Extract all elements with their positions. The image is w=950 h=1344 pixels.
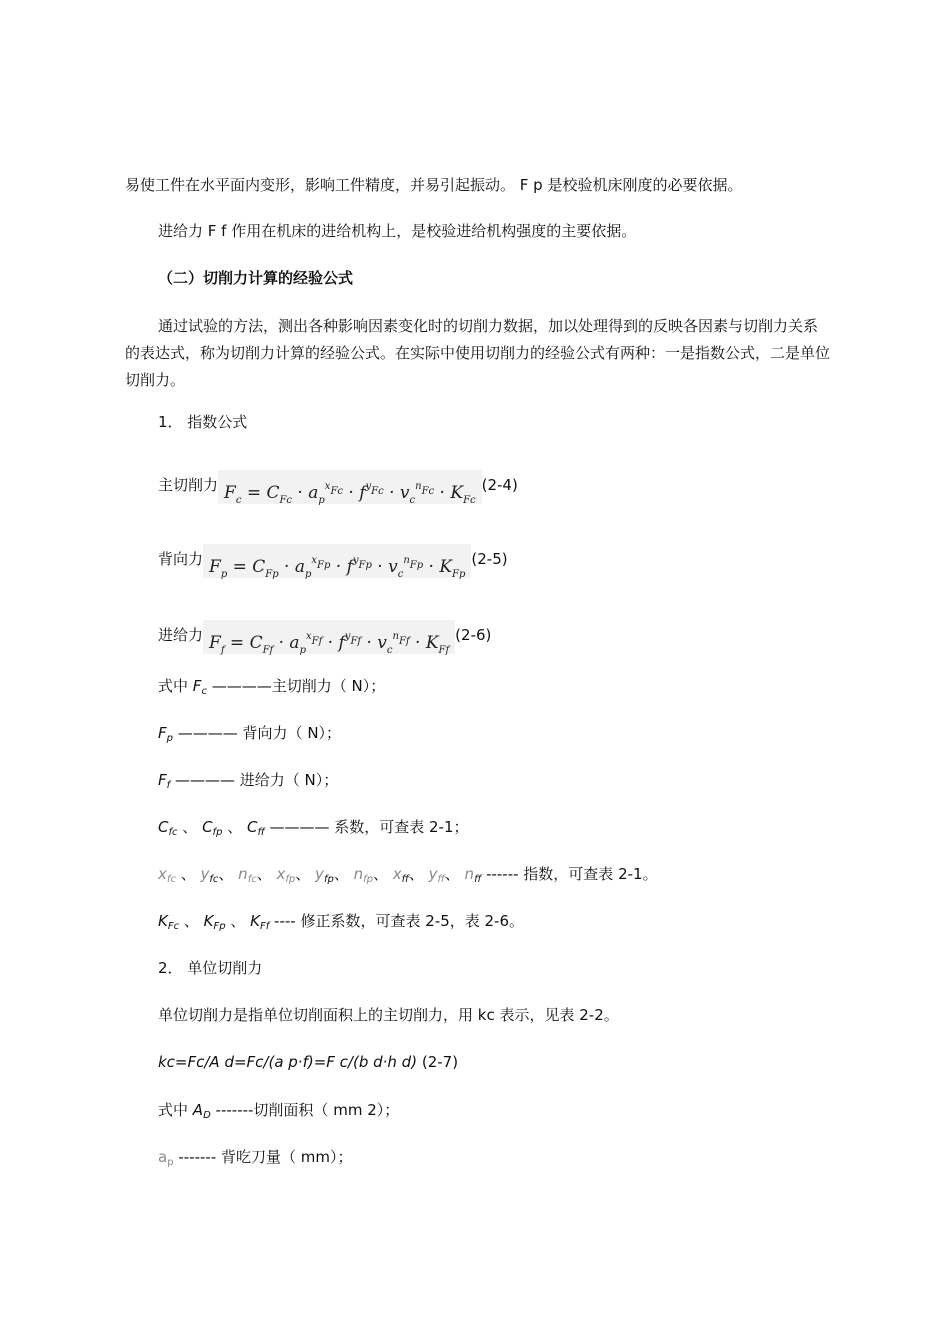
def-fp: $F_p$ ———— 背向力（ N）；: [158, 724, 342, 744]
def-correction-factors: $K_{Fc}$ 、 $K_{Fp}$ 、 $K_{Ff}$ ---- 修正系数，可查表 2-5，表 2-6。: [158, 912, 525, 932]
def-exponents: $x_{fc}$ 、 $y_{fc}$、 $n_{fc}$、 $x_{fp}$、 $y_{fp}$、 $n_{fp}$、 $x_{ff}$、 $y_{ff}$、 $n_{ff}$ ------ 指数，可查表 2-1。: [158, 865, 658, 885]
def-fc: 式中 $F_c$ ————主切削力（ N）；: [158, 677, 386, 697]
paragraph-ff: 进给力 F f 作用在机床的进给机构上，是校验进给机构强度的主要依据。: [158, 222, 637, 240]
section-heading: （二）切削力计算的经验公式: [158, 269, 354, 287]
formula-number: (2-5): [471, 550, 508, 568]
formula-label: 主切削力: [158, 476, 219, 494]
formula-2-7: kc=Fc/A d=Fc/(a p·f)=F c/(b d·h d) (2-7): [158, 1053, 459, 1071]
paragraph-kc: 单位切削力是指单位切削面积上的主切削力，用 kc 表示，见表 2-2。: [158, 1006, 619, 1024]
def-ad: 式中 $A_D$ -------切削面积（ mm 2）；: [158, 1101, 400, 1121]
formula-row-feed-force: [158, 620, 491, 654]
paragraph-fp: 易使工件在水平面内变形，影响工件精度，并易引起振动。 F p 是校验机床刚度的必要依据。: [125, 176, 743, 194]
formula-row-main-force: [158, 470, 518, 504]
formula-image-back-force: $F_p = C_{Fp} \cdot a_p^{x_{Fp}} \cdot f^{y_{Fp}} \cdot v_c^{n_{Fp}} \cdot K_{Fp}$: [203, 544, 471, 578]
formula-image-feed-force: $F_f = C_{Ff} \cdot a_p^{x_{Ff}} \cdot f^{y_{Ff}} \cdot v_c^{n_{Ff}} \cdot K_{Ff}$: [203, 620, 455, 654]
symbol-fc: $F_c$: [192, 677, 207, 697]
formula-number: (2-6): [455, 626, 492, 644]
formula-image-main-force: $F_c = C_{Fc} \cdot a_p^{x_{Fc}} \cdot f^{y_{Fc}} \cdot v_c^{n_{Fc}} \cdot K_{Fc}$: [218, 470, 482, 504]
formula-row-back-force: [158, 544, 508, 578]
formula-label: 背向力: [158, 550, 204, 568]
list-item-unit-force: 2． 单位切削力: [158, 959, 263, 977]
def-ap: $a_p$ ------- 背吃刀量（ mm）；: [158, 1148, 353, 1168]
def-ff: $F_f$ ———— 进给力（ N）；: [158, 771, 339, 791]
formula-label: 进给力: [158, 626, 204, 644]
list-item-exponent-formula: 1． 指数公式: [158, 413, 248, 431]
paragraph-intro: 通过试验的方法，测出各种影响因素变化时的切削力数据，加以处理得到的反映各因素与切削力关系的表达式，称为切削力计算的经验公式。在实际中使用切削力的经验公式有两种：一是指数公式，二是单位切削力。: [125, 317, 831, 389]
symbol-ff: $F_f$: [158, 771, 171, 791]
formula-number: (2-4): [481, 476, 518, 494]
symbol-fp: $F_p$: [158, 724, 173, 744]
def-coefficients: $C_{fc}$ 、 $C_{fp}$ 、 $C_{ff}$ ———— 系数，可查表 2-1；: [158, 818, 469, 838]
